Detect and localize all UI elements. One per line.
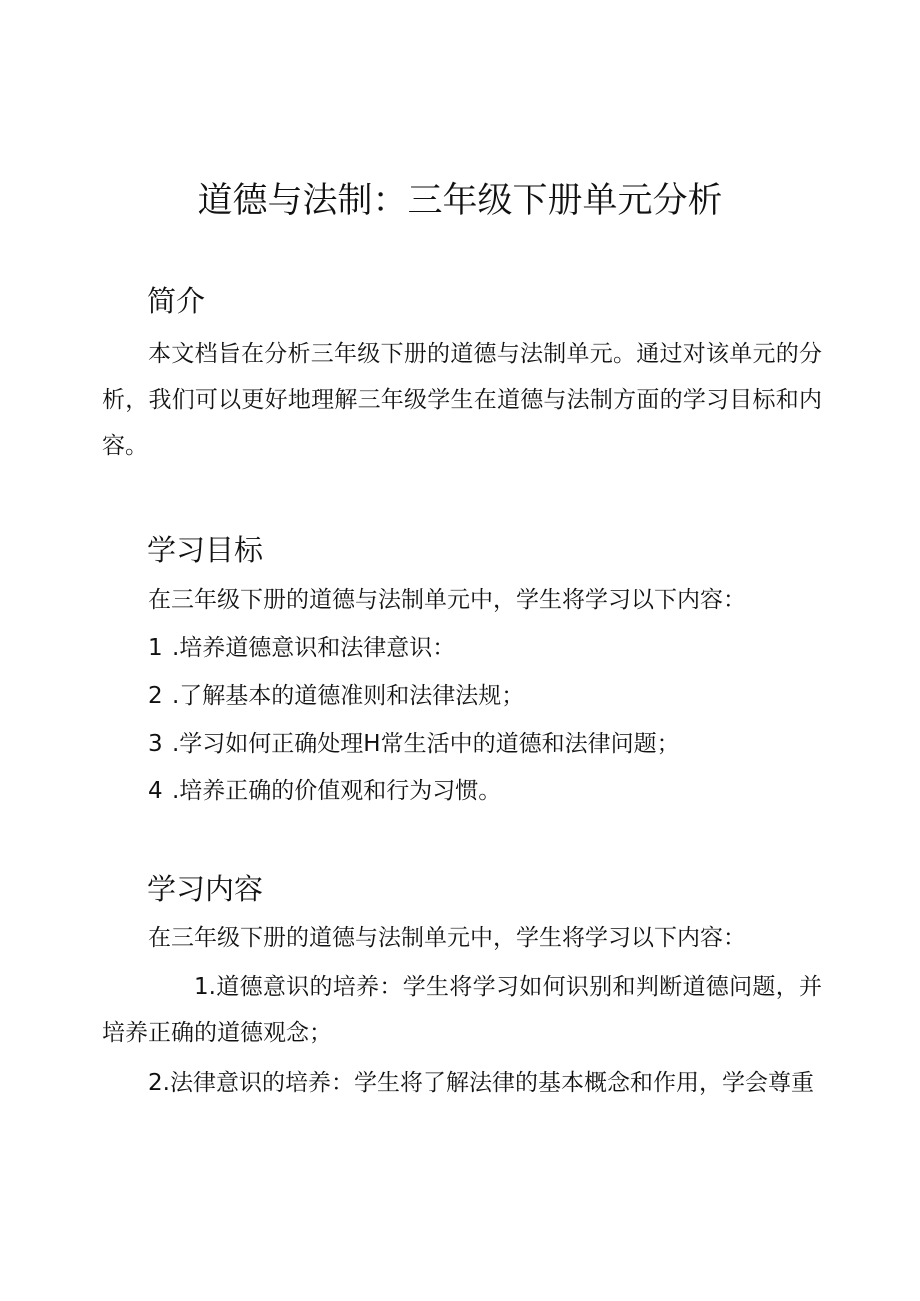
list-number: 3 (148, 731, 163, 757)
content-lead: 在三年级下册的道德与法制单元中，学生将学习以下内容： (148, 925, 746, 951)
document-title: 道德与法制：三年级下册单元分析 (197, 181, 723, 221)
list-number: 2 (148, 683, 163, 709)
list-text: .学习如何正确处理H常生活中的道德和法律问题； (172, 731, 680, 757)
list-number: 4 (148, 778, 163, 804)
objectives-lead: 在三年级下册的道德与法制单元中，学生将学习以下内容： (148, 587, 746, 613)
objectives-heading: 学习目标 (147, 533, 264, 567)
list-text: .培养正确的价值观和行为习惯。 (172, 778, 502, 804)
objective-item (148, 768, 501, 814)
list-number: 2 (148, 1070, 163, 1096)
list-text: .法律意识的培养：学生将了解法律的基本概念和作用，学会尊重 (162, 1070, 814, 1096)
intro-heading: 简介 (147, 284, 206, 318)
objective-item (148, 721, 680, 767)
content-item (102, 964, 822, 1056)
objective-item (148, 625, 455, 671)
list-text: .道德意识的培养：学生将学习如何识别和判断道德问题，并培养正确的道德观念； (102, 974, 822, 1046)
intro-paragraph: 本文档旨在分析三年级下册的道德与法制单元。通过对该单元的分析，我们可以更好地理解三年级学生在道德与法制方面的学习目标和内容。 (102, 341, 822, 459)
list-text: .培养道德意识和法律意识： (172, 635, 456, 661)
content-heading: 学习内容 (147, 872, 264, 906)
list-number: 1 (148, 635, 163, 661)
list-text: .了解基本的道德准则和法律法规； (172, 683, 525, 709)
content-item (102, 1060, 822, 1106)
objective-item (148, 673, 524, 719)
list-number: 1 (194, 974, 209, 1000)
